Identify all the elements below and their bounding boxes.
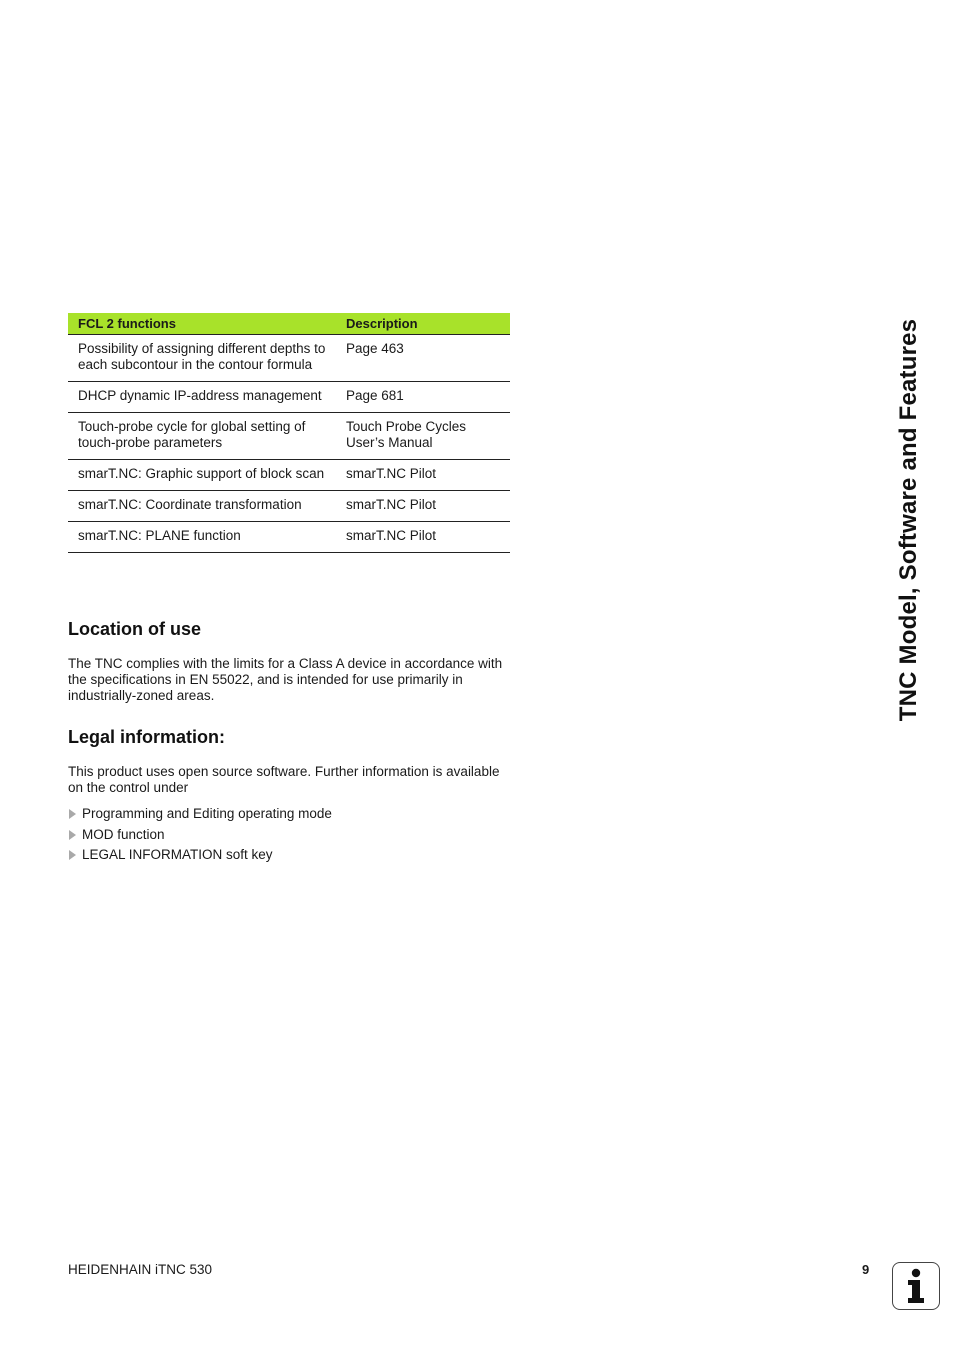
table-header-row bbox=[68, 313, 510, 335]
table-row bbox=[68, 335, 510, 382]
table-cell: Possibility of assigning different depths to each subcontour in the contour formula bbox=[68, 335, 340, 382]
table-cell: smarT.NC: PLANE function bbox=[68, 522, 340, 553]
fcl-functions-table bbox=[68, 313, 510, 553]
info-glyph bbox=[893, 1263, 938, 1308]
table-cell: Page 463 bbox=[340, 335, 510, 382]
location-of-use-text: The TNC complies with the limits for a Class A device in accordance with the specifications in EN 55022, and is intended for use primarily in industrially-zoned areas. bbox=[68, 656, 503, 703]
header-description: Description bbox=[340, 313, 510, 335]
table-row bbox=[68, 413, 510, 460]
list-item bbox=[68, 847, 332, 868]
triangle-right-icon bbox=[69, 830, 76, 840]
list-item-label: MOD function bbox=[82, 826, 165, 842]
list-item-label: Programming and Editing operating mode bbox=[82, 806, 332, 821]
table-cell: Page 681 bbox=[340, 382, 510, 413]
table-cell: smarT.NC Pilot bbox=[340, 491, 510, 522]
triangle-right-icon bbox=[69, 809, 76, 819]
list-item bbox=[68, 827, 332, 848]
location-of-use-heading: Location of use bbox=[68, 619, 202, 639]
list-item-label: LEGAL INFORMATION soft key bbox=[82, 847, 273, 862]
legal-information-text: This product uses open source software. Further information is available on the control under bbox=[68, 764, 500, 795]
table-cell: Touch Probe Cycles User’s Manual bbox=[340, 413, 510, 460]
table-cell: smarT.NC Pilot bbox=[340, 460, 510, 491]
table-row bbox=[68, 460, 510, 491]
legal-information-heading: Legal information: bbox=[68, 727, 225, 747]
header-functions: FCL 2 functions bbox=[68, 313, 340, 335]
table-cell: smarT.NC: Coordinate transformation bbox=[68, 491, 340, 522]
table-cell: smarT.NC: Graphic support of block scan bbox=[68, 460, 340, 491]
triangle-right-icon bbox=[69, 850, 76, 860]
page-number: 9 bbox=[862, 1262, 870, 1277]
footer-product-name: HEIDENHAIN iTNC 530 bbox=[68, 1262, 213, 1277]
info-icon bbox=[892, 1262, 940, 1310]
table-row bbox=[68, 382, 510, 413]
legal-steps-list bbox=[68, 806, 332, 868]
table-cell: DHCP dynamic IP-address management bbox=[68, 382, 340, 413]
table-cell: smarT.NC Pilot bbox=[340, 522, 510, 553]
list-item bbox=[68, 806, 332, 827]
table-row bbox=[68, 491, 510, 522]
chapter-side-title: TNC Model, Software and Features bbox=[895, 318, 922, 722]
table-cell: Touch-probe cycle for global setting of touch-probe parameters bbox=[68, 413, 340, 460]
table-row bbox=[68, 522, 510, 553]
